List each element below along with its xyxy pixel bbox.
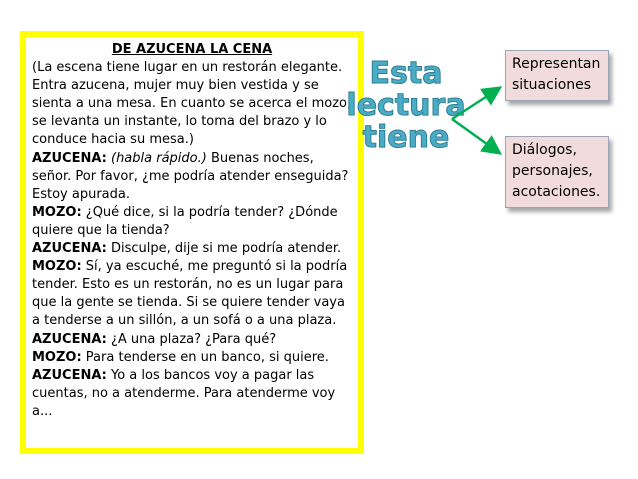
script-title: DE AZUCENA LA CENA (111, 42, 273, 57)
speaker-name: MOZO: (32, 259, 82, 275)
dialogue-text: Para tenderse en un banco, si quiere. (81, 349, 329, 365)
stage-directions-intro: (La escena tiene lugar en un restorán elegante. Entra azucena, mujer muy bien vestida y se sienta a una mesa. En cuanto se acerca el mozo, se levanta un instante, lo toma del brazo y lo conduce hacia su mesa.) (32, 60, 352, 148)
arrow-to-bottom-box (452, 119, 498, 152)
box-dialogos-personajes: Diálogos, personajes, acotaciones. (505, 136, 609, 208)
arrow-to-top-box (452, 89, 498, 119)
dialogue-text: ¿Qué dice, si la podría tender? ¿Dónde quiere que la tienda? (32, 204, 338, 238)
heading-word-lectura: lectura (346, 88, 466, 123)
dialogue-text: Yo a los bancos voy a pagar las cuentas, no a atenderme. Para atenderme voy a... (32, 367, 336, 419)
stage-direction: (habla rápido.) (111, 150, 207, 166)
box-representan-situaciones: Representan situaciones (505, 50, 609, 101)
dialogue-text: Disculpe, dije si me podría atender. (106, 241, 342, 257)
speaker-name: MOZO: (32, 349, 82, 365)
heading-word-esta: Esta (369, 56, 443, 91)
speaker-name: AZUCENA: (32, 150, 107, 166)
speaker-name: AZUCENA: (32, 367, 107, 383)
dialogue-text: Sí, ya escuché, me preguntó si la podría tender. Esto es un restorán, no es un lugar para que la gente se tienda. Si se quiere tender vaya a tenderse a un sillón, a un sofá o a una plaza. (32, 259, 348, 329)
heading-word-tiene: tiene (362, 120, 450, 155)
dialogue-text: Buenas noches, señor. Por favor, ¿me podría atender enseguida? Estoy apurada. (32, 150, 349, 202)
speaker-name: AZUCENA: (32, 241, 107, 257)
speaker-name: MOZO: (32, 204, 82, 220)
dialogue-text: ¿A una plaza? ¿Para qué? (106, 331, 277, 347)
speaker-name: AZUCENA: (32, 331, 107, 347)
